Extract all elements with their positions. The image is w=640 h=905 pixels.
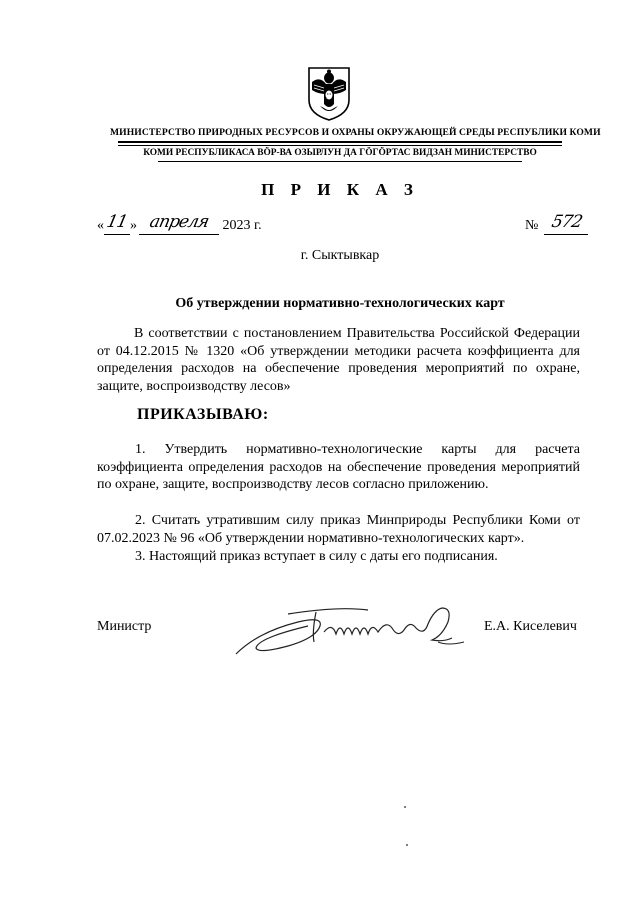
signature-icon	[228, 592, 478, 672]
number-label: №	[525, 218, 539, 233]
scan-speck	[406, 844, 408, 846]
coat-of-arms-icon	[306, 64, 352, 122]
intro-paragraph: В соответствии с постановлением Правительства Российской Федерации от 04.12.2015 № 1320 «Об утверждении методики расчета коэффициента для определения расходов на обеспечение проведения мероприятий по охране, защите, воспроизводству лесов»	[97, 326, 580, 394]
date-day-field	[104, 212, 130, 235]
document-date	[97, 212, 262, 235]
date-month-field	[139, 212, 219, 235]
signatory-role: Министр	[97, 619, 152, 634]
number-field	[544, 212, 588, 235]
date-close-quote: »	[130, 218, 137, 233]
order-item: 3. Настоящий приказ вступает в силу с даты его подписания.	[135, 549, 498, 564]
date-year: 2023 г.	[222, 218, 262, 233]
date-day: 11	[105, 212, 129, 232]
document-subject: Об утверждении нормативно-технологических карт	[175, 296, 505, 311]
order-item: 1. Утвердить нормативно-технологические карты для расчета коэффициента определения расходов на обеспечение проведения мероприятий по охране, защите, воспроизводству лесов согласно приложению.	[97, 442, 580, 492]
scan-speck	[404, 806, 406, 808]
komi-name-underline	[158, 161, 522, 162]
order-item: 2. Считать утратившим силу приказ Минприроды Республики Коми от 07.02.2023 № 96 «Об утверждении нормативно-технологических карт».	[97, 513, 580, 546]
document-number	[525, 212, 588, 235]
date-month: апреля	[147, 212, 211, 232]
header-divider	[118, 141, 562, 147]
number-value: 572	[549, 212, 584, 232]
organization-name-russian: МИНИСТЕРСТВО ПРИРОДНЫХ РЕСУРСОВ И ОХРАНЫ ОКРУЖАЮЩЕЙ СРЕДЫ РЕСПУБЛИКИ КОМИ	[110, 127, 601, 138]
date-open-quote: «	[97, 218, 104, 233]
document-city: г. Сыктывкар	[300, 248, 380, 263]
organization-name-komi: КОМИ РЕСПУБЛИКАСА ВӦР-ВА ОЗЫРЛУН ДА ГӦГӦРТАС ВИДЗАН МИНИСТЕРСТВО	[143, 148, 537, 158]
order-word: ПРИКАЗЫВАЮ:	[137, 406, 269, 423]
signatory-name: Е.А. Киселевич	[484, 619, 577, 634]
document-title: П Р И К А З	[261, 180, 419, 199]
